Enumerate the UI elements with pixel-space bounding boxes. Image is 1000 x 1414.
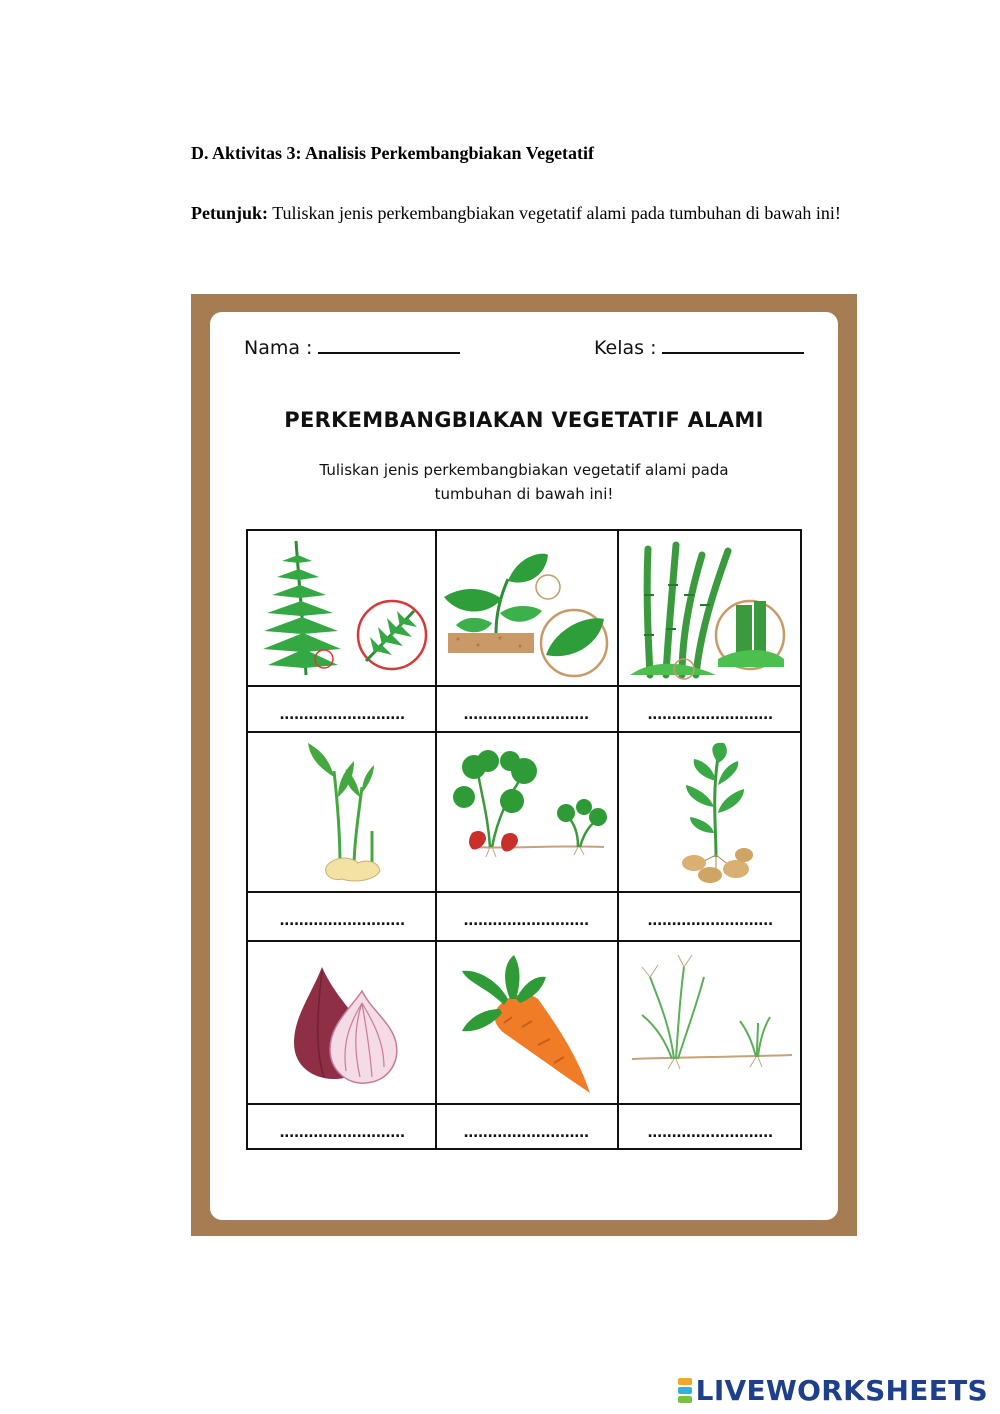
strawberry-runner-icon (438, 737, 614, 889)
worksheet-title: PERKEMBANGBIAKAN VEGETATIF ALAMI (284, 408, 764, 432)
answer-blank-2[interactable]: .......................... (463, 707, 589, 723)
instruction-paragraph (191, 196, 851, 231)
plant-grid (246, 529, 802, 1150)
name-field (244, 334, 460, 359)
answer-blank-8[interactable]: .......................... (463, 1125, 589, 1141)
logo-text: LIVEWORKSHEETS (695, 1373, 988, 1407)
fern-icon (254, 535, 430, 683)
class-field (594, 334, 804, 359)
name-label: Nama : (244, 337, 313, 359)
grass-rhizome-icon (620, 947, 800, 1099)
shallot-icon (254, 947, 430, 1099)
answer-blank-6[interactable]: .......................... (647, 913, 773, 929)
section-heading: D. Aktivitas 3: Analisis Perkembangbiakan Vegetatif (191, 143, 595, 163)
class-label: Kelas : (594, 337, 657, 359)
instruction-text: Tuliskan jenis perkembangbiakan vegetatif alami pada tumbuhan di bawah ini! (268, 203, 841, 223)
bamboo-icon (620, 535, 800, 683)
answer-blank-5[interactable]: .......................... (463, 913, 589, 929)
worksheet-subtitle: Tuliskan jenis perkembangbiakan vegetatif alami pada tumbuhan di bawah ini! (319, 461, 729, 503)
ginger-icon (254, 737, 430, 889)
potato-icon (620, 737, 800, 889)
name-input-line[interactable] (318, 334, 460, 354)
answer-blank-1[interactable]: .......................... (279, 707, 405, 723)
carrot-icon (438, 947, 614, 1099)
answer-blank-9[interactable]: .......................... (647, 1125, 773, 1141)
leaf-plant-icon (438, 535, 614, 683)
answer-blank-4[interactable]: .......................... (279, 913, 405, 929)
logo-mark-icon (678, 1377, 692, 1404)
class-input-line[interactable] (662, 334, 804, 354)
instruction-label: Petunjuk: (191, 203, 269, 223)
answer-blank-3[interactable]: .......................... (647, 707, 773, 723)
answer-blank-7[interactable]: .......................... (279, 1125, 405, 1141)
liveworksheets-logo (678, 1373, 988, 1407)
